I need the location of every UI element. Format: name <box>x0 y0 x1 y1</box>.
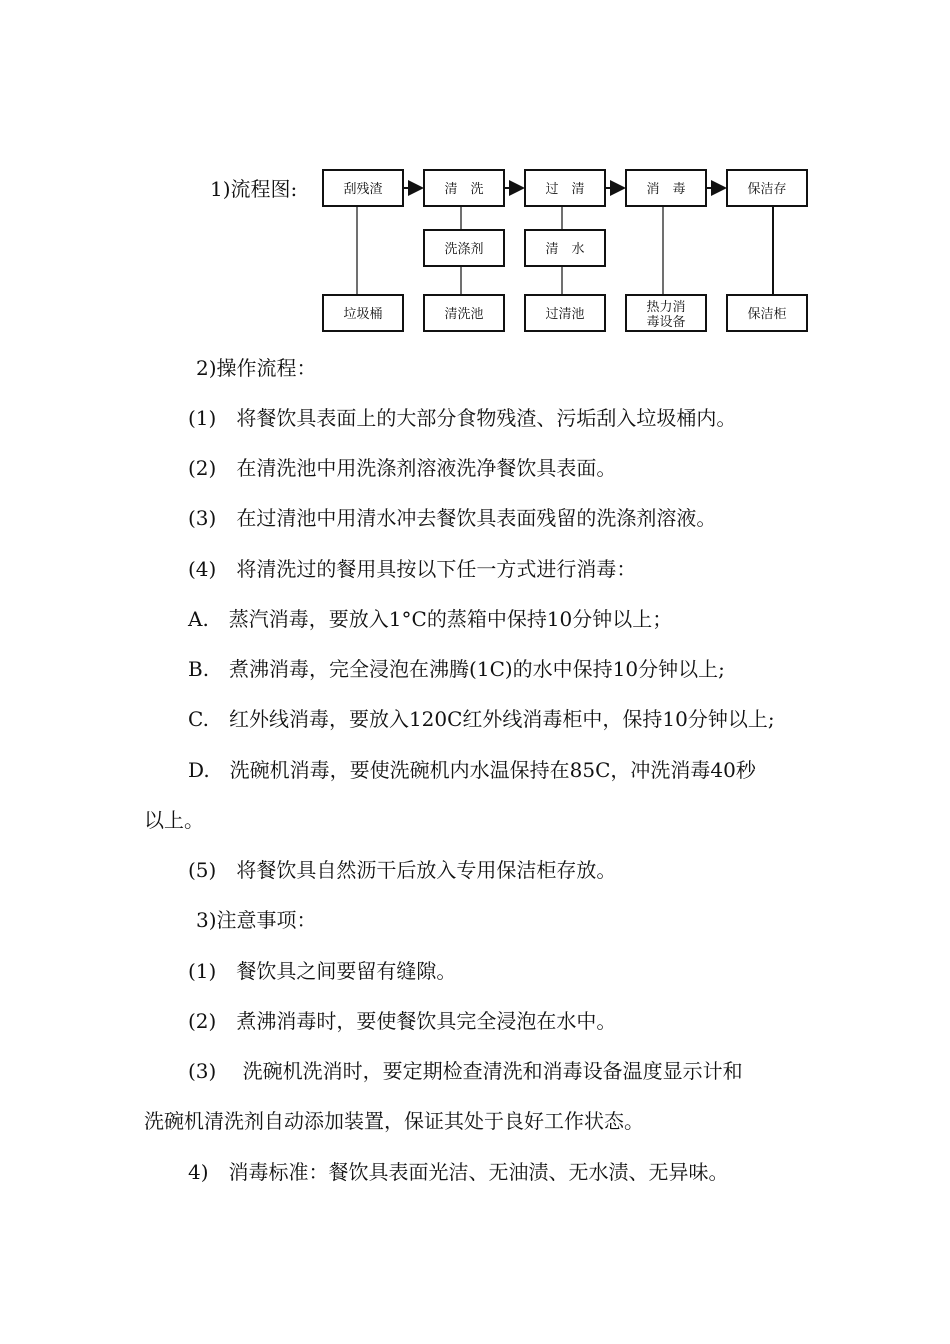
input-detergent <box>424 230 504 266</box>
flowchart-label: 1)流程图: <box>210 177 298 201</box>
step-store-label: 保洁存 <box>747 182 787 197</box>
flowchart-diagram <box>0 0 950 345</box>
step-wash-label: 清 洗 <box>444 182 484 197</box>
equipment-rinse-sink <box>525 295 605 331</box>
step-disinfect <box>626 170 706 206</box>
method-b: B. 煮沸消毒，完全浸泡在沸腾(1C)的水中保持10分钟以上; <box>188 657 725 681</box>
note-1: (1) 餐饮具之间要留有缝隙。 <box>188 959 457 983</box>
note-3: (3) 洗碗机洗消时，要定期检查清洗和消毒设备温度显示计和 <box>188 1059 743 1083</box>
step-3: (3) 在过清池中用清水冲去餐饮具表面残留的洗涤剂溶液。 <box>188 506 717 530</box>
step-5: (5) 将餐饮具自然沥干后放入专用保洁柜存放。 <box>188 858 617 882</box>
disinfection-standard: 4) 消毒标准：餐饮具表面光洁、无油渍、无水渍、无异味。 <box>188 1160 729 1184</box>
input-water <box>525 230 605 266</box>
equipment-rinse-sink-label: 过清池 <box>545 307 585 322</box>
step-2: (2) 在清洗池中用洗涤剂溶液洗净餐饮具表面。 <box>188 456 617 480</box>
equipment-wash-sink-label: 清洗池 <box>444 307 484 322</box>
step-4: (4) 将清洗过的餐用具按以下任一方式进行消毒： <box>188 557 637 581</box>
note-2: (2) 煮沸消毒时，要使餐饮具完全浸泡在水中。 <box>188 1009 617 1033</box>
step-wash <box>424 170 504 206</box>
input-water-label: 清 水 <box>545 242 585 257</box>
equipment-heat-disinfector-label-2: 毒设备 <box>646 315 686 330</box>
method-a: A. 蒸汽消毒，要放入1°C的蒸箱中保持10分钟以上； <box>188 607 673 631</box>
method-d: D. 洗碗机消毒，要使洗碗机内水温保持在85C，冲洗消毒40秒 <box>188 758 756 782</box>
equipment-cabinet <box>727 295 807 331</box>
step-scrape-label: 刮残渣 <box>343 182 383 197</box>
method-c: C. 红外线消毒，要放入120C红外线消毒柜中，保持10分钟以上; <box>188 707 775 731</box>
step-store <box>727 170 807 206</box>
step-rinse <box>525 170 605 206</box>
note-3-continued: 洗碗机清洗剂自动添加装置，保证其处于良好工作状态。 <box>144 1109 644 1133</box>
step-rinse-label: 过 清 <box>545 182 585 197</box>
equipment-cabinet-label: 保洁柜 <box>747 307 787 322</box>
step-1: (1) 将餐饮具表面上的大部分食物残渣、污垢刮入垃圾桶内。 <box>188 406 737 430</box>
equipment-trash-bin <box>323 295 403 331</box>
method-d-continued: 以上。 <box>144 808 204 832</box>
step-scrape <box>323 170 403 206</box>
input-detergent-label: 洗涤剂 <box>444 242 484 257</box>
step-disinfect-label: 消 毒 <box>646 182 686 197</box>
equipment-heat-disinfector-label-1: 热力消 <box>646 300 686 315</box>
section3-title: 3)注意事项： <box>196 908 317 932</box>
equipment-trash-bin-label: 垃圾桶 <box>343 307 383 322</box>
equipment-heat-disinfector <box>626 295 706 331</box>
section2-title: 2)操作流程： <box>196 356 317 380</box>
equipment-wash-sink <box>424 295 504 331</box>
